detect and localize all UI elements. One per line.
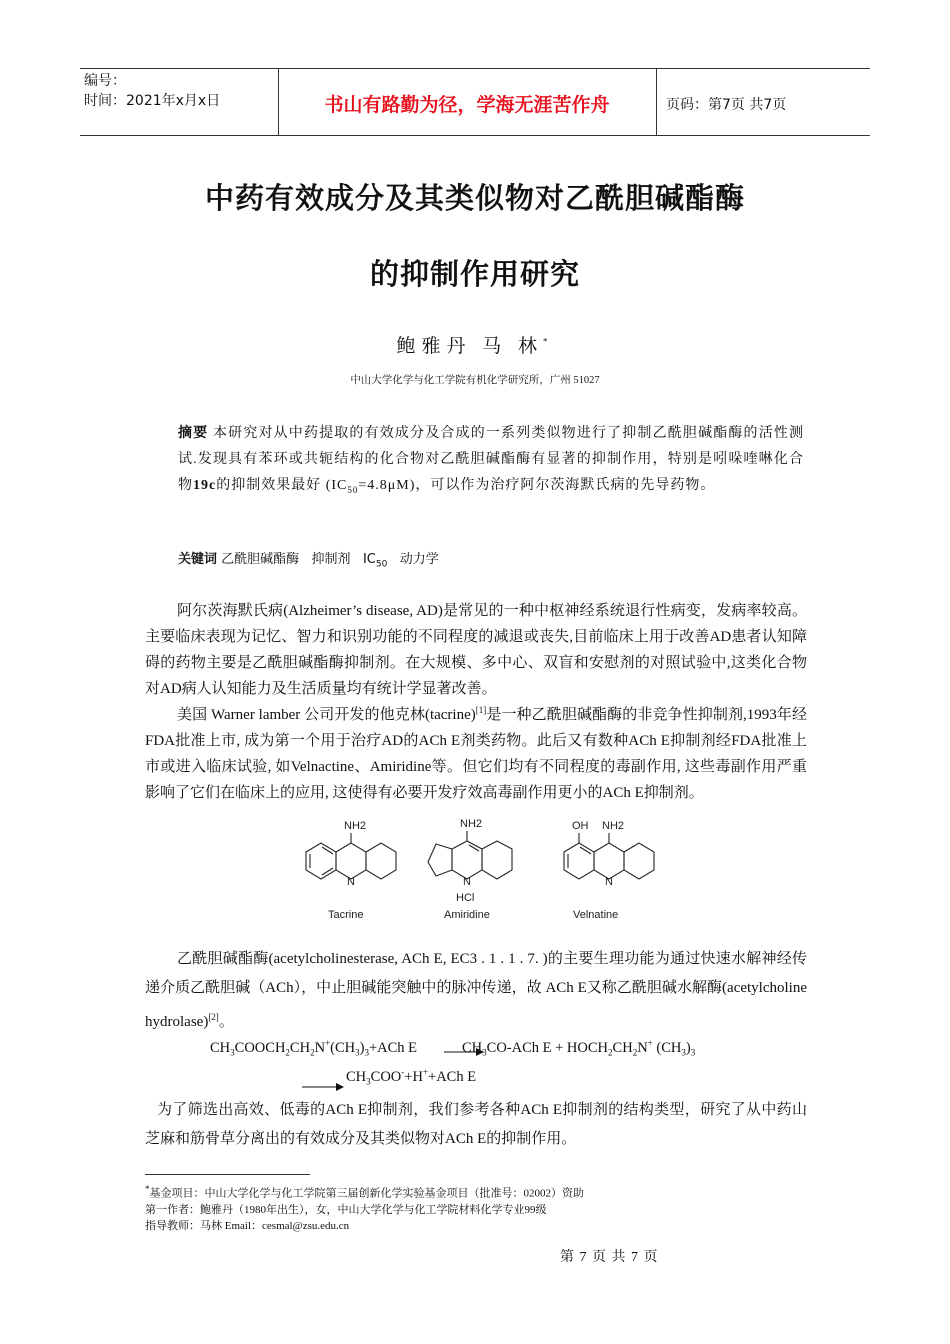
- paragraph-text: 。: [218, 1014, 234, 1030]
- footnotes: [145, 1181, 584, 1234]
- footnote-author: 第一作者：鲍雅丹（1980年出生），女，中山大学化学与化工学院材料化学专业99级: [145, 1203, 547, 1216]
- keywords-tail: 动力学: [387, 552, 439, 567]
- citation: [1]: [475, 705, 487, 715]
- equation-line-1-right: $CH_3CO$-ACh $E + HOCH_2CH_2N^+$ $(CH_3)_3$: [462, 1038, 696, 1058]
- header-motto: 书山有路勤为径，学海无涯苦作舟: [324, 94, 610, 116]
- reaction-arrow: [302, 1081, 344, 1093]
- footnote-advisor: 指导教师：马林 Email：cesmal@zsu.edu.cn: [145, 1219, 350, 1232]
- keywords: [178, 548, 439, 570]
- nh2-label: NH2: [602, 820, 625, 832]
- keywords-items: 乙酰胆碱酯酶 抑制剂 IC: [221, 552, 376, 567]
- authors: [0, 331, 950, 358]
- body-paragraph: 阿尔茨海默氏病(Alzheimer’s disease, AD)是常见的一种中枢神经系统退行性病变，发病率较高。主要临床表现为记忆、智力和识别功能的不同程度的减退或丧失,目前临床上用于改善AD患者认知障碍的药物主要是乙酰胆碱酯酶抑制剂。在大规模、多中心、双盲和安慰剂的对照试验中,这类化合物对AD病人认知能力及生活质量均有统计学显著改善。: [145, 603, 807, 697]
- structures-figure: [296, 814, 666, 929]
- abstract-label: 摘要: [178, 425, 209, 441]
- body-paragraph: [145, 945, 807, 1037]
- header-divider: [656, 68, 657, 136]
- abstract-text: =4.8μM)，可以作为治疗阿尔茨海默氏病的先导药物。: [358, 478, 716, 493]
- header-page-number: 页码：第7页 共7页: [666, 97, 787, 113]
- hcl-label: HCl: [456, 892, 475, 904]
- chemical-structures: [296, 814, 666, 924]
- author-mark: *: [543, 336, 554, 347]
- keywords-sub: 50: [375, 559, 388, 570]
- n-label: N: [605, 876, 613, 888]
- equation-line-1-left: $CH_3COOCH_2CH_2N^+(CH_3)_3+ACh$ E: [210, 1038, 418, 1058]
- header-bottom-rule: [80, 135, 870, 136]
- header-number: 编号：: [84, 73, 126, 89]
- paragraph-text: 乙酰胆碱酯酶(acetylcholinesterase, ACh E, EC3 . 1 . 1 . 7. )的主要生理功能为通过快速水解神经传递介质乙酰胆碱（ACh），中止胆碱能突触中的脉冲传递，故 ACh E又称乙酰胆碱水解酶(acetylcholine hydrolase): [145, 951, 807, 1030]
- footnote-funding: *基金项目：中山大学化学与化工学院第三届创新化学实验基金项目（批准号：02002）资助: [145, 1184, 584, 1200]
- page-header: [80, 68, 870, 136]
- abstract-compound: 19c: [193, 478, 217, 493]
- tacrine-structure: [306, 833, 396, 879]
- nh2-label: NH2: [344, 820, 367, 832]
- velnatine-structure: [564, 833, 654, 879]
- equation-line-2: $CH_3COO^-+H^++ACh$ E: [346, 1067, 477, 1087]
- footnote-rule: [145, 1174, 310, 1175]
- paragraph-text: 美国 Warner lamber 公司开发的他克林(tacrine): [177, 707, 476, 723]
- oh-label: OH: [572, 820, 589, 832]
- header-meta: [84, 71, 220, 111]
- abstract-text: 的抑制效果最好 (IC: [216, 478, 348, 493]
- header-time: 时间：2021年x月x日: [84, 93, 221, 109]
- paragraph-text: 是一种乙酰胆碱酯酶的非竞争性抑制剂,1993年经FDA批准上市, 成为第一个用于治疗AD的ACh E剂类药物。此后又有数种ACh E抑制剂经FDA批准上市或进入临床试验, 如Velnactine、Amiridine等。但它们均有不同程度的毒副作用, 这些毒副作用严重影响了它们在临床上的应用, 这使得有必要开发疗效高毒副作用更小的ACh E抑制剂。: [145, 707, 807, 801]
- structure-label: Tacrine: [328, 909, 364, 921]
- abstract-sub: 50: [347, 484, 359, 495]
- structure-label: Amiridine: [444, 909, 490, 921]
- keywords-label: 关键词: [178, 552, 218, 567]
- structure-label: Velnatine: [573, 909, 619, 921]
- abstract-text: 本研究对从中药提取的有效成分及合成的一系列类似物进行了抑制乙酰胆碱酯酶的活性测试.发现具有苯环或共轭结构的化合物对乙酰胆碱酯酶有显著的抑制作用，特别是吲哚喹啉化合物: [178, 426, 805, 493]
- abstract: [178, 420, 804, 503]
- citation: [2]: [208, 1012, 219, 1022]
- nh2-label: NH2: [460, 818, 483, 830]
- body-paragraph: 为了筛选出高效、低毒的ACh E抑制剂，我们参考各种ACh E抑制剂的结构类型，研究了从中药山芝麻和筋骨草分离出的有效成分及其类似物对ACh E的抑制作用。: [145, 1102, 807, 1147]
- footnote-text: 基金项目：中山大学化学与化工学院第三届创新化学实验基金项目（批准号：02002）资助: [149, 1187, 584, 1200]
- author-names: 鲍雅丹 马 林: [396, 336, 543, 357]
- n-label: N: [463, 876, 471, 888]
- header-top-rule: [80, 68, 870, 69]
- affiliation: 中山大学化学与化工学院有机化学研究所，广州 51027: [350, 375, 600, 386]
- body-paragraph: [145, 697, 807, 806]
- title-line-1: 中药有效成分及其类似物对乙酰胆碱酯酶: [204, 181, 745, 215]
- page-footer: 第 7 页 共 7 页: [560, 1250, 659, 1265]
- title-line-2: 的抑制作用研究: [369, 257, 580, 291]
- amiridine-structure: [428, 831, 512, 879]
- n-label: N: [347, 876, 355, 888]
